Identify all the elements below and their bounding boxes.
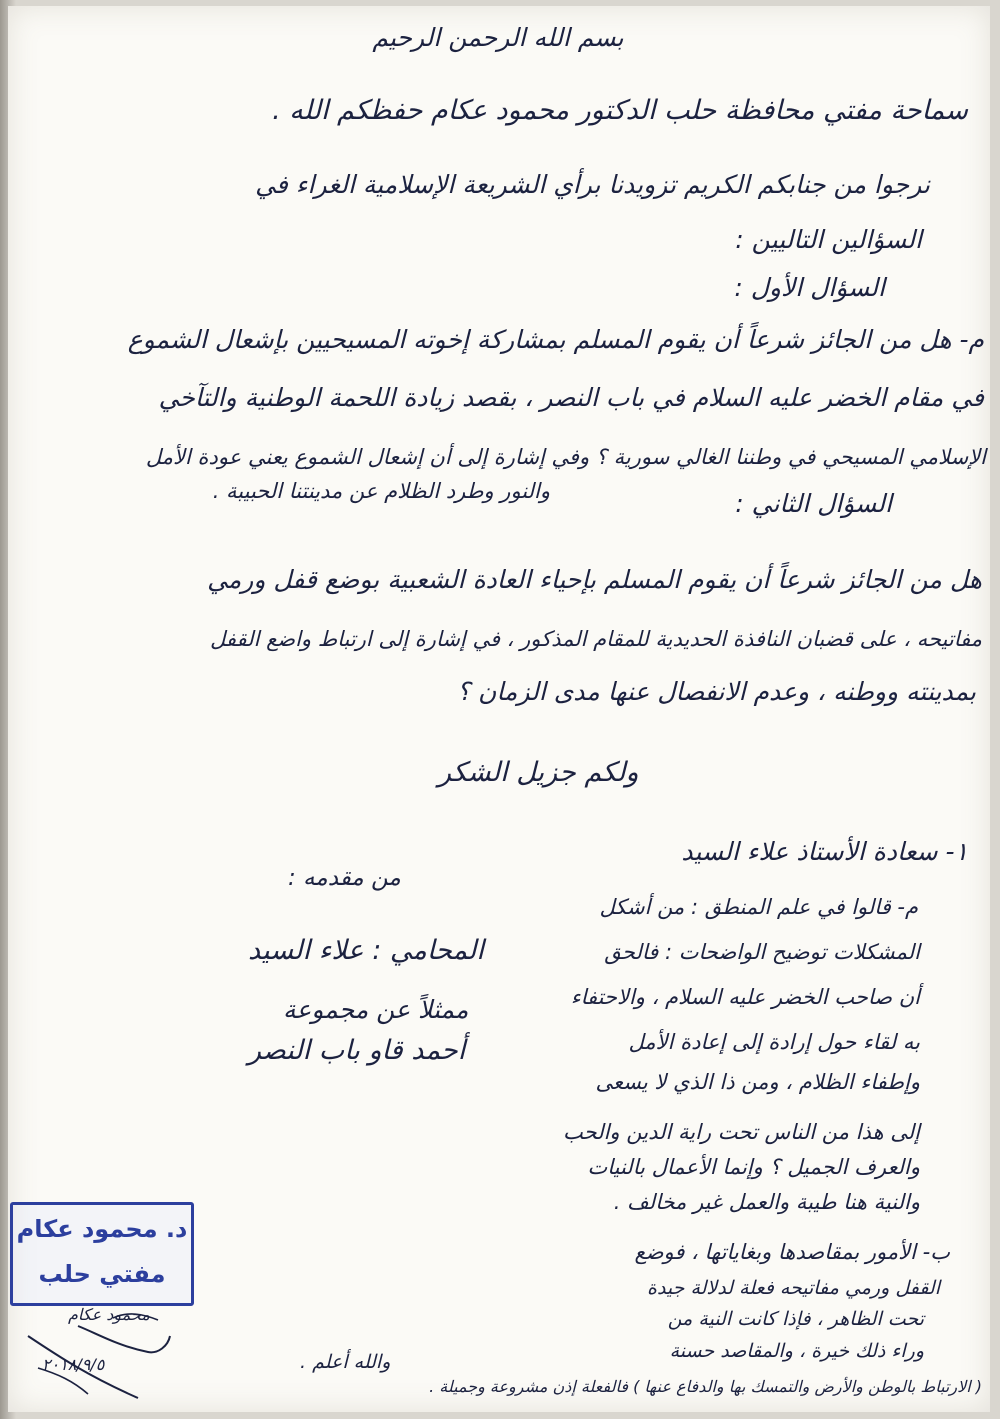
q1-line-4: والنور وطرد الظلام عن مدينتنا الحبيبة .	[212, 479, 550, 503]
sender-group: ممثلاً عن مجموعة	[283, 995, 469, 1024]
answer-a-line-2: المشكلات توضيح الواضحات : فالحق	[604, 940, 920, 964]
answer-a-line-5: وإطفاء الظلام ، ومن ذا الذي لا يسعى	[595, 1070, 920, 1094]
q2-line-1: هل من الجائز شرعاً أن يقوم المسلم بإحياء العادة الشعبية بوضع قفل ورمي	[207, 565, 982, 594]
closing-formula: والله أعلم .	[300, 1351, 391, 1373]
q2-title: السؤال الثاني :	[735, 489, 892, 518]
answer-a-line-3: أن صاحب الخضر عليه السلام ، والاحتفاء	[570, 985, 920, 1009]
sender-label: من مقدمه :	[288, 865, 401, 891]
stamp-line-2: مفتي حلب	[38, 1260, 166, 1288]
letter-page	[8, 6, 990, 1412]
answer-b-line-4: وراء ذلك خيرة ، والمقاصد حسنة	[669, 1340, 924, 1362]
signature-scribble	[18, 1306, 178, 1412]
answer-a-line-6: إلى هذا من الناس تحت راية الدين والحب	[563, 1120, 920, 1144]
answer-b-line-1: ب- الأمور بمقاصدها وبغاياتها ، فوضع	[634, 1240, 950, 1264]
signature-text: محمود عكام	[68, 1305, 150, 1324]
answer-a-line-1: م- قالوا في علم المنطق : من أشكل	[599, 895, 918, 919]
sender-name: المحامي : علاء السيد	[248, 935, 484, 966]
intro-line-2: السؤالين التاليين :	[735, 225, 922, 254]
official-stamp	[10, 1202, 194, 1306]
basmala: بسم الله الرحمن الرحيم	[372, 23, 624, 52]
q2-line-2: مفاتيحه ، على قضبان النافذة الحديدية للمقام المذكور ، في إشارة إلى ارتباط واضع القفل	[210, 627, 982, 651]
answer-b-line-2: القفل ورمي مفاتيحه فعلة لدلالة جيدة	[647, 1277, 940, 1299]
closing-thanks: ولكم جزيل الشكر	[438, 757, 639, 788]
q1-line-1: م- هل من الجائز شرعاً أن يقوم المسلم بمشاركة إخوته المسيحيين بإشعال الشموع	[127, 325, 984, 354]
answer-a-line-4: به لقاء حول إرادة إلى إعادة الأمل	[628, 1030, 920, 1054]
signature-date: ٢٠١٨/٩/٥	[42, 1355, 105, 1374]
q1-line-3: الإسلامي المسيحي في وطننا الغالي سورية ؟ وفي إشارة إلى أن إشعال الشموع يعني عودة الأمل	[145, 445, 986, 469]
sender-group-2: أحمد قاو باب النصر	[248, 1035, 466, 1066]
q1-title: السؤال الأول :	[734, 273, 885, 302]
q1-line-2: في مقام الخضر عليه السلام في باب النصر ، بقصد زيادة اللحمة الوطنية والتآخي	[158, 383, 984, 412]
answer-a-line-8: والنية هنا طيبة والعمل غير مخالف .	[613, 1190, 920, 1214]
q2-line-3: بمدينته ووطنه ، وعدم الانفصال عنها مدى الزمان ؟	[456, 677, 976, 706]
intro-line-1: نرجوا من جنابكم الكريم تزويدنا برأي الشريعة الإسلامية الغراء في	[255, 170, 930, 199]
answer-a-line-7: والعرف الجميل ؟ وإنما الأعمال بالنيات	[587, 1155, 920, 1179]
answer-b-line-5: ( الارتباط بالوطن والأرض والتمسك بها والدفاع عنها ) فالفعلة إذن مشروعة وجميلة .	[429, 1377, 982, 1396]
answer-heading: ١- سعادة الأستاذ علاء السيد	[681, 837, 968, 866]
addressee-line: سماحة مفتي محافظة حلب الدكتور محمود عكام حفظكم الله .	[272, 95, 968, 126]
answer-b-line-3: تحت الظاهر ، فإذا كانت النية من	[667, 1308, 924, 1330]
stamp-line-1: د. محمود عكام	[16, 1215, 188, 1243]
